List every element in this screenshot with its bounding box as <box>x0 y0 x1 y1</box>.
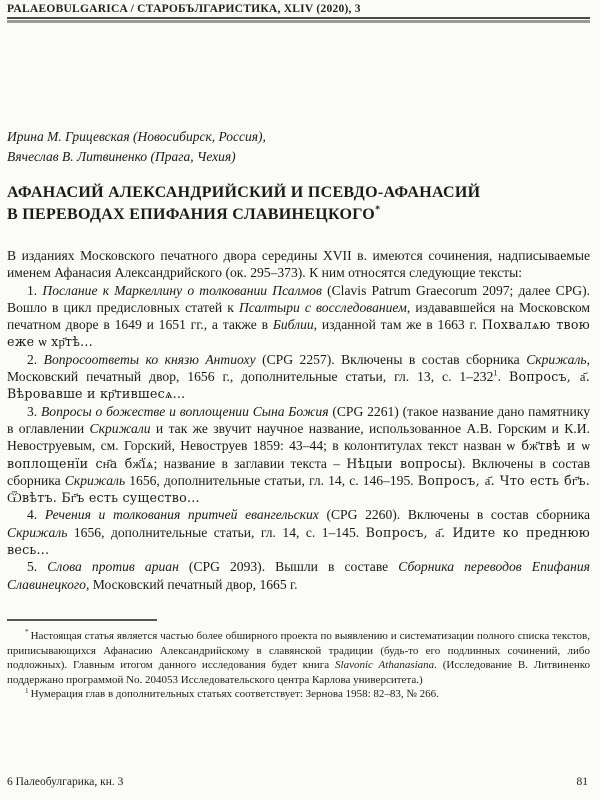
article-title-line-2 <box>7 204 590 226</box>
article-title <box>7 182 590 226</box>
body-paragraph-item-2: 2. Вопросоответы ко князю Антиоху (CPG 2257). Включены в состав сборника Скрижаль, Московский печатный двор, 1656 г., дополнительные статьи, гл. 13, с. $1-232^1$. Вопросъ, а҃. Вѣровавше и кр҃тившесѧ... <box>7 351 590 402</box>
title-footnote-mark: * <box>375 204 381 216</box>
footnote-numbered-text: Нумерация глав в дополнительных статьях соответствует: Зернова 1958: 82–83, № 266. <box>30 688 439 701</box>
header-rule <box>7 17 590 23</box>
body-paragraph-item-3: 3. Вопросы о божестве и воплощении Сына Божия (CPG 2261) (такое название дано памятнику в оглавлении Скрижали и так же звучит научное название, использованное А.В. Горским и К.И. Невоструевым, см. Горский, Невоструев 1859: 43–44; в колонтитулах текст назван ѡ бж҃твѣ и ѡ воплощенїи сн҃а бж҃їѧ; название в заглавии текста – Нѣцыи вопросы). Включены в состав сборника Скрижаль 1656, дополнительные статьи, гл. 14, с. 146–195. Вопросъ, а҃. Что есть бг҃ъ. Ѿвѣтъ. Бг҃ъ есть существо... <box>7 403 590 506</box>
body-paragraph-item-5: 5. Слова против ариан (CPG 2093). Вышли в составе Сборника переводов Епифания Славинецкого, Московский печатный двор, 1665 г. <box>7 559 590 592</box>
footnotes-block <box>7 629 590 702</box>
body-paragraph-item-4: 4. Речения и толкования притчей евангельских (CPG 2260). Включены в состав сборника Скрижаль 1656, дополнительные статьи, гл. 14, с. 1–145. Вопросъ, а҃. Идите ко преднюю весь... <box>7 507 591 558</box>
footnote-asterisk-mark: * <box>25 628 29 637</box>
page-footer <box>7 776 588 788</box>
footnote-numbered <box>7 687 590 702</box>
authors-block <box>7 127 590 167</box>
article-body <box>7 247 590 593</box>
journal-header: PALAEOBULGARICA / СТАРОБЪЛГАРИСТИКА, XLIV (2020), 3 <box>7 3 361 15</box>
page-number: 81 <box>576 776 588 788</box>
article-title-line-1: АФАНАСИЙ АЛЕКСАНДРИЙСКИЙ И ПСЕВДО-АФАНАСИЙ <box>7 184 481 201</box>
header-rule-dark-line <box>7 17 590 19</box>
body-paragraph-intro: В изданиях Московского печатного двора середины XVII в. имеются сочинения, надписываемые именем Афанасия Александрийского (ок. 295–373). К ним относятся следующие тексты: <box>7 248 590 281</box>
footnote-separator <box>7 619 157 621</box>
header-rule-gray-line <box>7 20 590 23</box>
body-paragraph-item-1: 1. Послание к Маркеллину о толковании Псалмов (Clavis Patrum Graecorum 2097; далее CPG). Вошло в цикл предисловных статей к Псалтыри с восследованием, издававшейся на Московском печатном дворе в 1649 и 1651 гг., а также в Библии, изданной там же в 1663 г. Похвалѧю твою еже ѡ хр҃тѣ... <box>7 282 591 350</box>
footnote-numbered-mark: 1 <box>25 686 29 695</box>
footnote-asterisk-text: Настоящая статья является частью более обширного проекта по выявлению и систематизации полного списка текстов, приписывающихся Афанасию Александрийскому в славянской традиции (будь-то его подлинных сочинений, либо подложных). Главным итогом данного исследования будет книга Slavonic Athanasiana. (Исследование В. Литвиненко поддержано программой No. 204053 Исследовательского центра Карлова университета.) <box>7 629 590 686</box>
footnote-asterisk <box>7 629 590 687</box>
print-signature: 6 Палеобулгарика, кн. 3 <box>7 776 124 788</box>
article-title-line-2-text: В ПЕРЕВОДАХ ЕПИФАНИЯ СЛАВИНЕЦКОГО <box>7 206 376 223</box>
author-line-1: Ирина М. Грицевская (Новосибирск, Россия), <box>7 129 266 144</box>
author-line-2: Вячеслав В. Литвиненко (Прага, Чехия) <box>7 149 236 164</box>
